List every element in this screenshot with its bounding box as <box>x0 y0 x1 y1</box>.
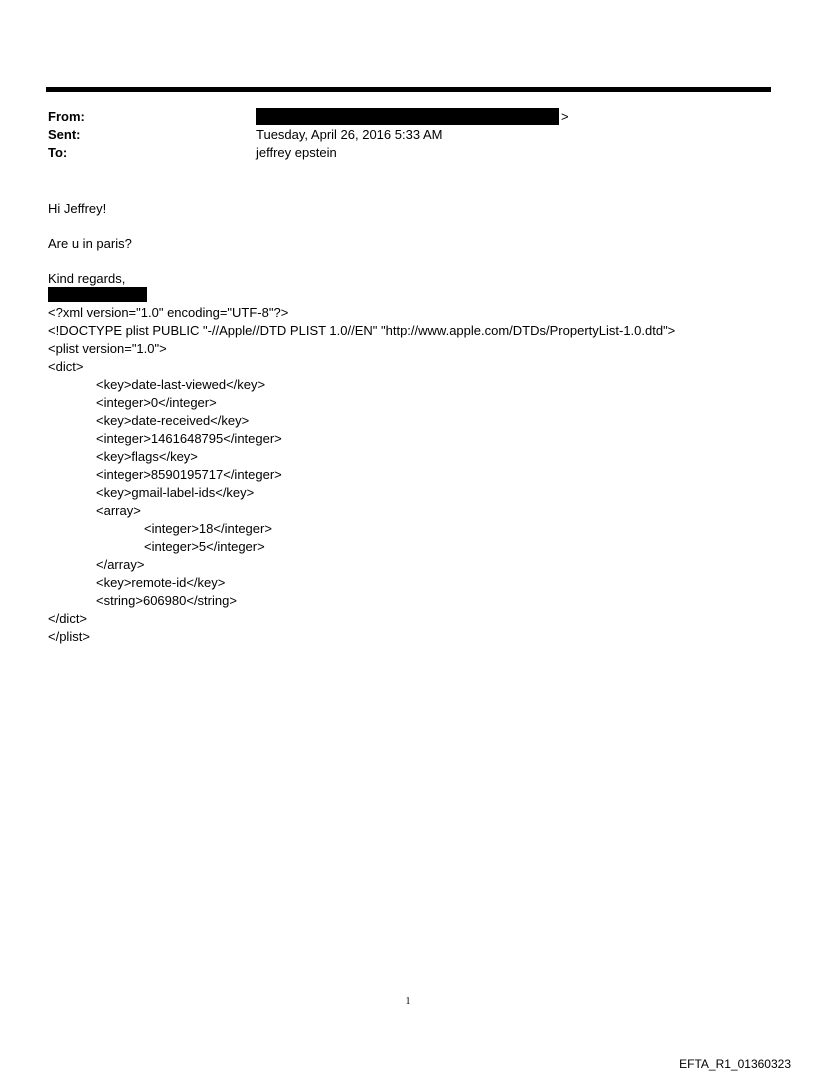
page-number: 1 <box>405 996 411 1007</box>
redacted-sender <box>256 108 559 125</box>
to-label: To: <box>48 145 68 160</box>
plist-line: <plist version="1.0"> <box>48 341 167 356</box>
plist-line: <integer>5</integer> <box>144 539 265 554</box>
plist-line: <key>flags</key> <box>96 449 198 464</box>
question: Are u in paris? <box>48 236 132 251</box>
sent-value: Tuesday, April 26, 2016 5:33 AM <box>256 127 443 142</box>
plist-line: <key>date-last-viewed</key> <box>96 377 266 392</box>
plist-line: </plist> <box>48 629 90 644</box>
document-id: EFTA_R1_01360323 <box>679 1057 791 1071</box>
plist-line: <key>gmail-label-ids</key> <box>96 485 255 500</box>
plist-line: <string>606980</string> <box>96 593 237 608</box>
plist-line: <?xml version="1.0" encoding="UTF-8"?> <box>48 305 289 320</box>
plist-line: <integer>0</integer> <box>96 395 217 410</box>
plist-block <box>48 304 675 646</box>
plist-line: <!DOCTYPE plist PUBLIC "-//Apple//DTD PLIST 1.0//EN" "http://www.apple.com/DTDs/PropertyList-1.0.dtd"> <box>48 323 676 338</box>
redacted-signature <box>48 287 147 302</box>
plist-line: <dict> <box>48 359 84 374</box>
plist-line: </dict> <box>48 611 88 626</box>
from-suffix: > <box>561 109 569 124</box>
header-rule <box>46 87 771 92</box>
greeting: Hi Jeffrey! <box>48 201 107 216</box>
plist-line: <integer>1461648795</integer> <box>96 431 282 446</box>
plist-line: </array> <box>96 557 145 572</box>
plist-line: <key>remote-id</key> <box>96 575 226 590</box>
to-value: jeffrey epstein <box>256 145 337 160</box>
from-label: From: <box>48 109 85 124</box>
plist-line: <integer>18</integer> <box>144 521 272 536</box>
plist-line: <key>date-received</key> <box>96 413 250 428</box>
plist-line: <integer>8590195717</integer> <box>96 467 282 482</box>
sent-label: Sent: <box>48 127 81 142</box>
plist-line: <array> <box>96 503 141 518</box>
closing: Kind regards, <box>48 271 126 286</box>
